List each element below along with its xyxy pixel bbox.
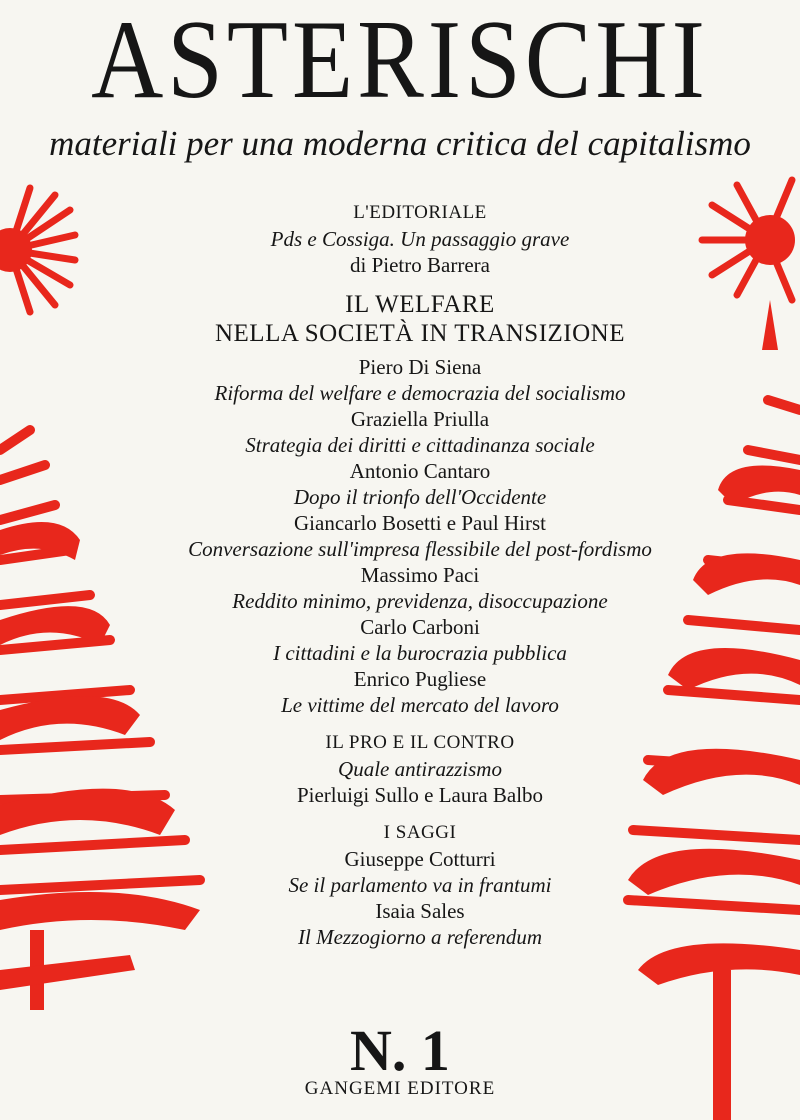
article-title: I cittadini e la burocrazia pubblica [273, 641, 567, 665]
editorial-author: di Pietro Barrera [350, 253, 490, 277]
saggi-heading: I SAGGI [383, 822, 457, 843]
essay-title: Il Mezzogiorno a referendum [298, 925, 542, 949]
article-title: Le vittime del mercato del lavoro [281, 693, 559, 717]
article-author: Antonio Cantaro [349, 459, 491, 483]
article-author: Piero Di Siena [358, 355, 482, 379]
feature-title-line1: IL WELFARE [345, 291, 495, 318]
article-title: Riforma del welfare e democrazia del socialismo [214, 381, 626, 405]
article-author: Massimo Paci [360, 563, 480, 587]
article-title: Strategia dei diritti e cittadinanza sociale [245, 433, 595, 457]
left-sun-illustration [0, 180, 80, 320]
pro-contro-heading: IL PRO E IL CONTRO [325, 732, 515, 753]
essay-author: Giuseppe Cotturri [344, 847, 496, 871]
publisher-name: GANGEMI EDITORE [304, 1078, 496, 1099]
editorial-heading: L'EDITORIALE [353, 202, 487, 223]
pro-contro-title: Quale antirazzismo [338, 757, 502, 781]
article-author: Graziella Priulla [350, 407, 490, 431]
masthead-title: ASTERISCHI [91, 0, 709, 122]
editorial-title: Pds e Cossiga. Un passaggio grave [270, 227, 570, 251]
pro-contro-authors: Pierluigi Sullo e Laura Balbo [296, 783, 544, 807]
essay-title: Se il parlamento va in frantumi [288, 873, 552, 897]
article-author: Giancarlo Bosetti e Paul Hirst [294, 511, 546, 535]
essay-author: Isaia Sales [375, 899, 465, 923]
feature-title-line2: NELLA SOCIETÀ IN TRANSIZIONE [214, 320, 626, 347]
article-title: Conversazione sull'impresa flessibile del post-fordismo [188, 537, 652, 561]
article-title: Dopo il trionfo dell'Occidente [293, 485, 547, 509]
issue-number: N. 1 [350, 1018, 450, 1083]
table-of-contents [100, 200, 740, 950]
article-author: Enrico Pugliese [353, 667, 487, 691]
masthead-subtitle: materiali per una moderna critica del capitalismo [49, 124, 751, 163]
article-title: Reddito minimo, previdenza, disoccupazione [232, 589, 608, 613]
article-author: Carlo Carboni [360, 615, 480, 639]
